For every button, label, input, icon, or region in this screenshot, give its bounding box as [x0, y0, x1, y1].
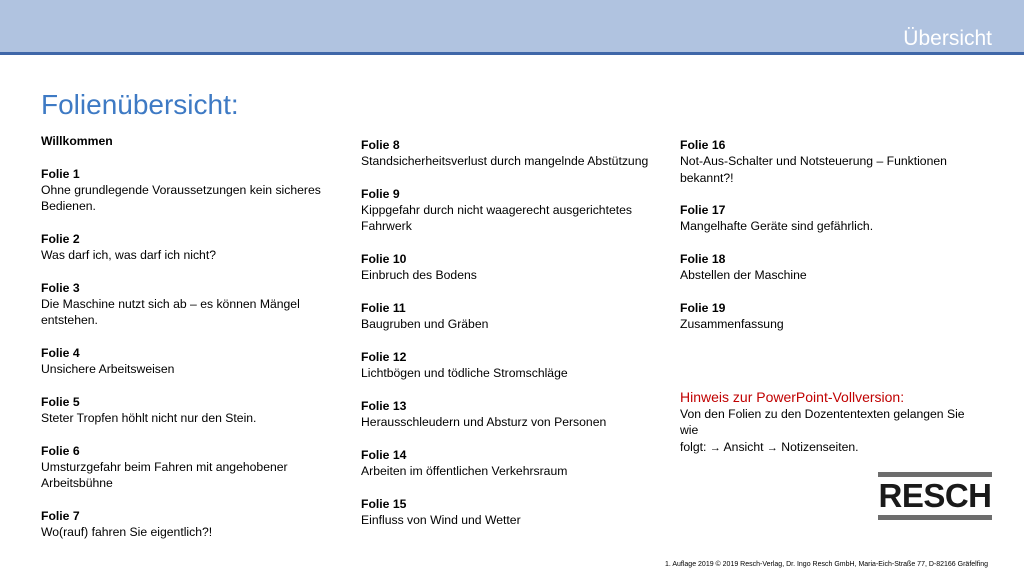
- slide-title: Wo(rauf) fahren Sie eigentlich?!: [41, 525, 213, 540]
- slide-title: Herausschleudern und Absturz von Personen: [361, 415, 607, 430]
- slide-title: Einfluss von Wind und Wetter: [361, 512, 521, 527]
- slide-label: Folie 16: [680, 138, 726, 152]
- powerpoint-hint: [680, 389, 980, 456]
- slide-label: Folie 2: [41, 231, 80, 246]
- slide-label: Folie 12: [361, 349, 407, 364]
- copyright-footer: 1. Auflage 2019 © 2019 Resch-Verlag, Dr. Ingo Resch GmbH, Maria-Eich-Straße 77, D-82166 Gräfelfing: [664, 561, 988, 568]
- arrow-right-icon: →: [709, 441, 721, 454]
- slide-label: Folie 14: [361, 447, 407, 462]
- resch-logo: [878, 472, 992, 520]
- slide-label: Folie 13: [361, 398, 407, 413]
- slide-title: Arbeiten im öffentlichen Verkehrsraum: [361, 463, 568, 478]
- welcome-entry: [41, 133, 341, 149]
- slide-label: Folie 19: [680, 300, 726, 315]
- slide-entry-12: [361, 349, 661, 382]
- slide-list-column-3: [680, 137, 980, 349]
- slide-title: Steter Tropfen höhlt nicht nur den Stein.: [41, 411, 257, 426]
- slide-title: Abstellen der Maschine: [680, 268, 807, 283]
- slide-list-column-1: [41, 133, 341, 557]
- slide-title: Was darf ich, was darf ich nicht?: [41, 248, 216, 263]
- slide-label: Folie 5: [41, 394, 80, 409]
- hint-step-notes: Notizenseiten.: [781, 439, 859, 454]
- slide-entry-1: [41, 166, 341, 215]
- slide-entry-3: [41, 280, 341, 329]
- slide-title: Kippgefahr durch nicht waagerecht ausgerichtetes Fahrwerk: [361, 203, 632, 234]
- slide-label: Folie 9: [361, 186, 400, 201]
- slide-label: Folie 1: [41, 166, 80, 181]
- slide-entry-13: [361, 398, 661, 431]
- slide-label: Folie 3: [41, 280, 80, 295]
- slide-entry-17: [680, 202, 980, 235]
- slide-entry-18: [680, 251, 980, 284]
- logo-text: RESCH: [878, 477, 992, 514]
- page-title: Folienübersicht:: [41, 89, 239, 120]
- slide-entry-14: [361, 447, 661, 480]
- header-bar: [0, 0, 1024, 55]
- slide-label: Folie 10: [361, 252, 407, 267]
- slide-entry-10: [361, 251, 661, 284]
- slide-entry-16: [680, 137, 980, 186]
- slide-title: Baugruben und Gräben: [361, 317, 489, 332]
- slide-entry-11: [361, 300, 661, 333]
- slide-entry-7: [41, 508, 341, 541]
- slide-title: Die Maschine nutzt sich ab – es können Mängel entstehen.: [41, 296, 300, 328]
- slide-label: Folie 6: [41, 443, 80, 458]
- slide-label: Folie 11: [361, 300, 406, 315]
- hint-title: Hinweis zur PowerPoint-Vollversion:: [680, 389, 905, 405]
- slide-list-column-2: [361, 137, 661, 544]
- slide-title: Einbruch des Bodens: [361, 268, 477, 283]
- welcome-label: Willkommen: [41, 134, 113, 148]
- hint-step-view: Ansicht: [723, 439, 764, 454]
- slide-title: Not-Aus-Schalter und Notsteuerung – Funktionen bekannt?!: [680, 154, 947, 185]
- logo-bottom-bar: [878, 515, 992, 520]
- slide-entry-15: [361, 496, 661, 529]
- slide-label: Folie 7: [41, 508, 80, 523]
- slide-entry-2: [41, 231, 341, 264]
- slide-title: Lichtbögen und tödliche Stromschläge: [361, 366, 568, 381]
- slide-title: Standsicherheitsverlust durch mangelnde Abstützung: [361, 154, 649, 169]
- arrow-right-icon: →: [766, 441, 778, 454]
- slide-entry-4: [41, 345, 341, 378]
- slide-label: Folie 17: [680, 203, 726, 218]
- hint-text: Von den Folien zu den Dozententexten gelangen Sie wie: [680, 407, 965, 438]
- slide-label: Folie 15: [361, 496, 407, 511]
- slide-label: Folie 18: [680, 252, 726, 267]
- slide-title: Umsturzgefahr beim Fahren mit angehobener Arbeitsbühne: [41, 459, 288, 491]
- slide-entry-9: [361, 186, 661, 235]
- slide-title: Mangelhafte Geräte sind gefährlich.: [680, 219, 874, 234]
- slide-entry-19: [680, 300, 980, 333]
- slide-title: Ohne grundlegende Voraussetzungen kein sicheres Bedienen.: [41, 182, 321, 214]
- slide-title: Unsichere Arbeitsweisen: [41, 362, 175, 377]
- section-title: Übersicht: [903, 27, 992, 50]
- slide-entry-6: [41, 443, 341, 492]
- slide-label: Folie 8: [361, 138, 400, 152]
- slide-entry-5: [41, 394, 341, 427]
- slide-title: Zusammenfassung: [680, 317, 784, 332]
- slide-entry-8: [361, 137, 661, 170]
- hint-prefix: folgt:: [680, 439, 707, 454]
- slide-label: Folie 4: [41, 345, 80, 360]
